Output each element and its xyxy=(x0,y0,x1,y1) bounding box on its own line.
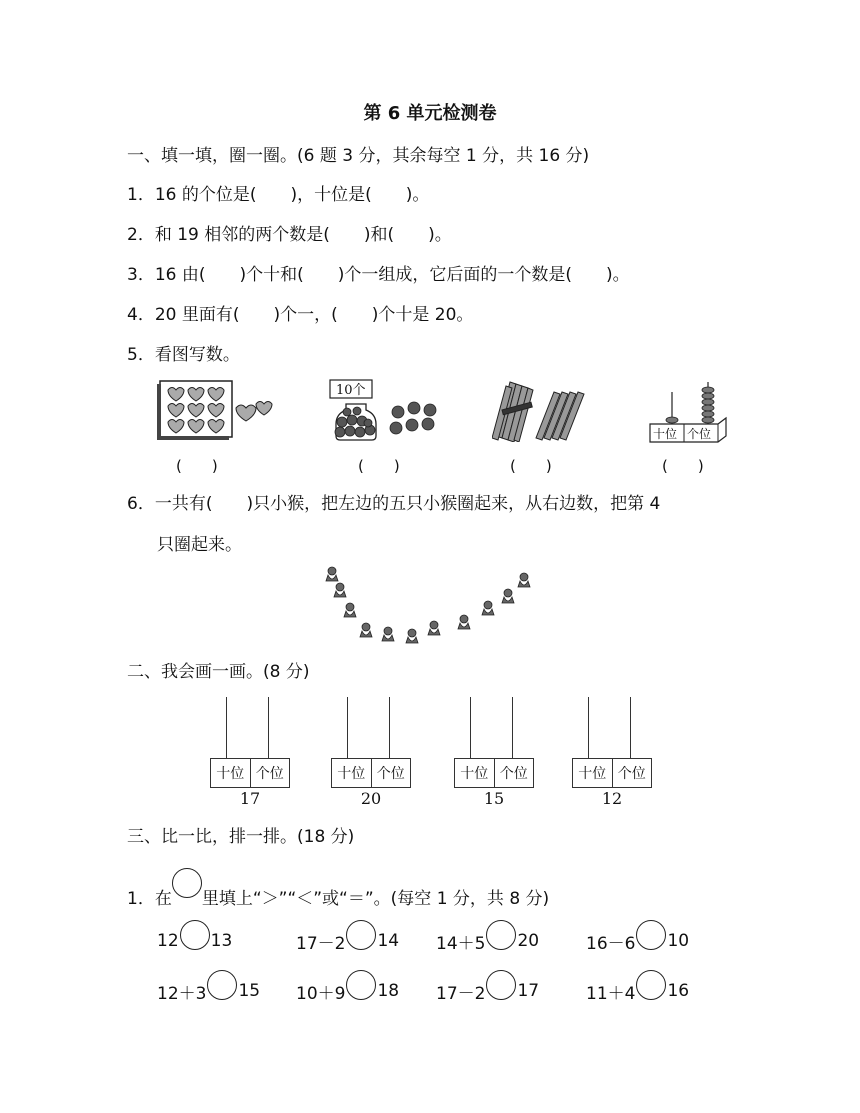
section3-heading: 三、比一比，排一排。(18 分) xyxy=(127,827,355,847)
abacus-20[interactable] xyxy=(331,697,411,807)
stick-bundle-picture xyxy=(492,378,592,442)
jar-balls-picture xyxy=(328,378,448,442)
question-prefix: 1．在 xyxy=(127,889,172,909)
monkey-icon xyxy=(406,629,418,643)
comparison-right: 16 xyxy=(667,981,690,1001)
abacus-17[interactable] xyxy=(210,697,290,807)
abacus-number: 12 xyxy=(601,789,623,808)
place-value-box xyxy=(331,758,411,788)
comparison-8 xyxy=(586,976,689,1006)
comparison-left: 12 xyxy=(157,931,179,951)
section1-heading: 一、填一填，圈一圈。(6 题 3 分，其余每空 1 分，共 16 分) xyxy=(127,146,590,166)
abacus-number: 15 xyxy=(483,789,505,808)
comparison-right: 20 xyxy=(517,931,540,951)
tens-rod xyxy=(588,697,589,759)
tens-label: 十位 xyxy=(216,766,245,782)
compare-circle-input[interactable] xyxy=(346,920,376,950)
tens-rod xyxy=(226,697,227,759)
compare-circle-input[interactable] xyxy=(486,920,516,950)
abacus-15[interactable] xyxy=(454,697,534,807)
question-4: 4．20 里面有( )个一，( )个十是 20。 xyxy=(127,305,474,325)
section2-heading: 二、我会画一画。(8 分) xyxy=(127,662,310,682)
comparison-7 xyxy=(436,976,539,1006)
question-1: 1．16 的个位是( )，十位是( )。 xyxy=(127,185,430,205)
ones-rod xyxy=(389,697,390,759)
ones-label: 个位 xyxy=(371,759,411,787)
tens-label: 十位 xyxy=(578,766,607,782)
answer-blank-4[interactable]: ( ) xyxy=(662,457,704,475)
comparison-2 xyxy=(296,926,399,956)
tens-rod xyxy=(347,697,348,759)
comparison-left: 17－2 xyxy=(296,933,346,954)
abacus-tens-label: 十位 xyxy=(653,427,678,441)
question-suffix: 里填上“＞”“＜”或“＝”。(每空 1 分，共 8 分) xyxy=(201,889,550,909)
ones-rod xyxy=(512,697,513,759)
abacus-number: 17 xyxy=(239,789,261,808)
comparison-5 xyxy=(157,976,260,1006)
answer-blank-3[interactable]: ( ) xyxy=(510,457,552,475)
monkey-icon xyxy=(360,623,372,637)
ones-label: 个位 xyxy=(494,759,534,787)
comparison-left: 16－6 xyxy=(586,933,636,954)
comparison-1 xyxy=(157,926,232,956)
hearts-tray-picture xyxy=(156,378,280,442)
question-5: 5．看图写数。 xyxy=(127,345,240,365)
comparison-4 xyxy=(586,926,689,956)
comparison-left: 17－2 xyxy=(436,983,486,1004)
comparison-right: 17 xyxy=(517,981,540,1001)
comparison-left: 12＋3 xyxy=(157,983,207,1004)
abacus-number: 20 xyxy=(360,789,382,808)
comparison-right: 18 xyxy=(377,981,400,1001)
answer-blank-1[interactable]: ( ) xyxy=(176,457,218,475)
question-2: 2．和 19 相邻的两个数是( )和( )。 xyxy=(127,225,452,245)
monkey-icon xyxy=(326,567,338,581)
monkey-icon xyxy=(482,601,494,615)
jar-tag-label: 10个 xyxy=(336,383,366,398)
compare-circle-input[interactable] xyxy=(180,920,210,950)
tens-rod xyxy=(470,697,471,759)
comparison-right: 14 xyxy=(377,931,400,951)
abacus-12[interactable] xyxy=(572,697,652,807)
monkey-icon xyxy=(502,589,514,603)
compare-circle-input[interactable] xyxy=(346,970,376,1000)
compare-circle-input[interactable] xyxy=(636,970,666,1000)
question-6-line1: 6．一共有( )只小猴，把左边的五只小猴圈起来，从右边数，把第 4 xyxy=(127,494,661,514)
abacus-ones-label: 个位 xyxy=(687,427,712,441)
monkey-icon xyxy=(428,621,440,635)
tens-label: 十位 xyxy=(337,766,366,782)
ones-rod xyxy=(630,697,631,759)
place-value-box xyxy=(210,758,290,788)
comparison-6 xyxy=(296,976,399,1006)
compare-circle-input[interactable] xyxy=(207,970,237,1000)
comparison-left: 14＋5 xyxy=(436,933,486,954)
monkey-icon xyxy=(518,573,530,587)
page-title: 第 6 单元检测卷 xyxy=(363,103,497,124)
comparison-right: 13 xyxy=(210,931,233,951)
comparison-left: 10＋9 xyxy=(296,983,346,1004)
comparison-right: 15 xyxy=(238,981,261,1001)
place-value-box xyxy=(454,758,534,788)
monkey-icon xyxy=(382,627,394,641)
place-value-box xyxy=(572,758,652,788)
question-6-line2: 只圈起来。 xyxy=(157,535,242,555)
compare-circle-input[interactable] xyxy=(486,970,516,1000)
compare-circle-input[interactable] xyxy=(636,920,666,950)
ones-label: 个位 xyxy=(612,759,652,787)
ones-rod xyxy=(268,697,269,759)
counting-abacus-picture xyxy=(646,378,732,444)
monkey-icon xyxy=(334,583,346,597)
section3-question-1 xyxy=(127,876,549,910)
circle-icon xyxy=(172,868,202,898)
monkey-icon xyxy=(458,615,470,629)
question-3: 3．16 由( )个十和( )个一组成，它后面的一个数是( )。 xyxy=(127,265,630,285)
answer-blank-2[interactable]: ( ) xyxy=(358,457,400,475)
tens-label: 十位 xyxy=(460,766,489,782)
monkey-icon xyxy=(344,603,356,617)
comparison-3 xyxy=(436,926,539,956)
comparison-right: 10 xyxy=(667,931,690,951)
ones-label: 个位 xyxy=(250,759,290,787)
monkeys-picture xyxy=(320,565,540,649)
comparison-left: 11＋4 xyxy=(586,983,636,1004)
